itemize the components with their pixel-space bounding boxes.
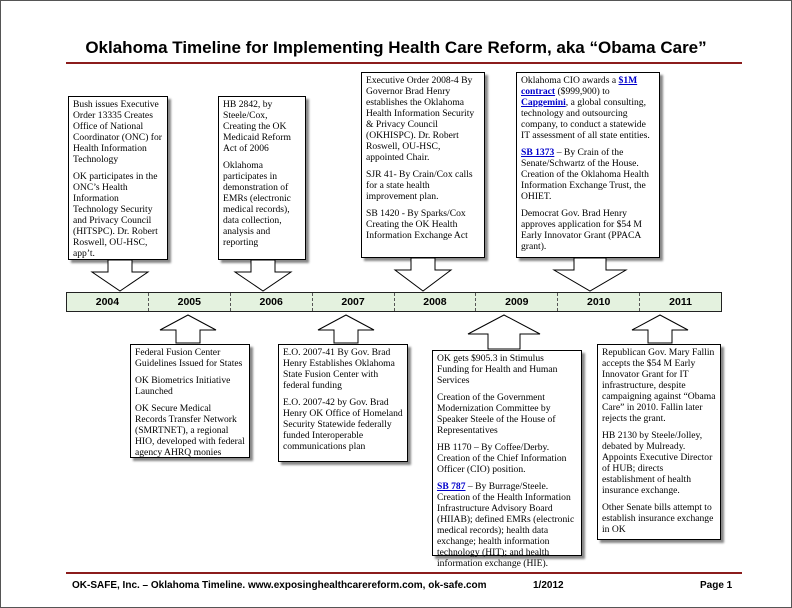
arrow-up-2011-icon: [630, 314, 690, 344]
event-text: OK gets $905.3 in Stimulus Funding for Health and Human Services: [437, 353, 558, 386]
arrow-up-2009-icon: [466, 314, 542, 350]
year-label: 2005: [149, 293, 231, 311]
event-text-2009-d: [437, 481, 577, 569]
event-text: Other Senate bills attempt to establish insurance exchange in OK: [602, 502, 714, 535]
event-text: HB 2842, by Steele/Cox, Creating the OK Medicaid Reform Act of 2006: [223, 99, 291, 154]
event-text: Democrat Gov. Brad Henry approves application for $54 M Early Innovator Grant (PPACA grant).: [521, 208, 642, 252]
event-box-2011: [597, 344, 721, 540]
event-text: Bush issues Executive Order 13335 Creates Office of National Coordinator (ONC) for Health Information Technology: [73, 99, 162, 165]
arrow-up-2007-icon: [316, 314, 376, 344]
event-box-2005: [130, 344, 250, 458]
event-text: Creation of the Government Modernization Committee by Speaker Steele of the House of Representatives: [437, 392, 556, 436]
year-label: 2010: [558, 293, 640, 311]
event-box-2007: [278, 344, 408, 462]
event-text: OK Biometrics Initiative Launched: [135, 375, 231, 397]
contract-link[interactable]: $1M contract: [521, 75, 638, 97]
event-text: Executive Order 2008-4 By Governor Brad Henry establishes the Oklahoma Health Information Security & Privacy Council (OKHISPC). Dr. Robert Roswell, OU-HSC, appointed Chair.: [366, 75, 475, 163]
text-run: – By Burrage/Steele. Creation of the Health Information Infrastructure Advisory Board (HIIAB); defined EMRs (electronic medical records); health data exchange; health information technology (HIT); and health information exchange (HIE).: [437, 481, 575, 569]
event-text: Oklahoma participates in demonstration of EMRs (electronic medical records), data collection, analysis and reporting: [223, 160, 291, 248]
event-text: SJR 41- By Crain/Cox calls for a state health improvement plan.: [366, 169, 473, 202]
event-text-2010-b: [521, 147, 655, 202]
event-text: OK Secure Medical Records Transfer Network (SMRTNET), a regional HIO, developed with federal agency AHRQ monies: [135, 403, 245, 458]
event-box-2008: [361, 72, 485, 258]
footer-rule: [66, 572, 742, 574]
year-label: 2006: [231, 293, 313, 311]
year-label: 2008: [395, 293, 477, 311]
title-rule: [66, 62, 742, 64]
arrow-down-2006-icon: [233, 260, 293, 292]
timeline-bar: [66, 292, 722, 312]
text-run: , a global consulting, technology and outsourcing company, to conduct a statewide IT assessment of all state entities.: [521, 97, 650, 141]
event-text: HB 1170 – By Coffee/Derby. Creation of the Chief Information Officer (CIO) position.: [437, 442, 567, 475]
event-text: Republican Gov. Mary Fallin accepts the $54 M Early Innovator Grant for IT infrastructure, despite campaigning against “Obama Care” in 2010. Fallin later rejects the grant.: [602, 347, 716, 424]
year-label: 2007: [313, 293, 395, 311]
year-label: 2004: [67, 293, 149, 311]
event-text: SB 1420 - By Sparks/Cox Creating the OK Health Information Exchange Act: [366, 208, 468, 241]
arrow-down-2008-icon: [393, 258, 453, 292]
arrow-down-2010-icon: [552, 258, 628, 292]
event-text: E.O. 2007-41 By Gov. Brad Henry Establishes Oklahoma State Fusion Center with federal funding: [283, 347, 395, 391]
event-box-2006: [218, 96, 306, 260]
event-text-2010-a: [521, 75, 655, 141]
page-title: Oklahoma Timeline for Implementing Health Care Reform, aka “Obama Care”: [85, 38, 707, 57]
sb1373-link[interactable]: SB 1373: [521, 147, 555, 158]
sb787-link[interactable]: SB 787: [437, 481, 466, 492]
footer-source: OK-SAFE, Inc. – Oklahoma Timeline. www.exposinghealthcarereform.com, ok-safe.com: [72, 580, 487, 591]
arrow-up-2005-icon: [158, 314, 218, 344]
event-text: OK participates in the ONC’s Health Information Technology Security and Privacy Council (HITSPC). Dr. Robert Roswell, OU-HSC, app’t.: [73, 171, 158, 259]
event-box-2010: [516, 72, 660, 258]
text-run: Oklahoma CIO awards a: [521, 75, 619, 86]
text-run: – By Crain of the Senate/Schwartz of the House. Creation of the Oklahoma Health Information Exchange Trust, the OHIET.: [521, 147, 649, 202]
event-box-2004: [68, 96, 168, 260]
year-label: 2009: [476, 293, 558, 311]
event-box-2009: [432, 350, 582, 569]
event-text: HB 2130 by Steele/Jolley, debated by Mulready. Appoints Executive Director of HUB; directs establishment of health insurance exchange.: [602, 430, 713, 496]
footer-page-number: Page 1: [700, 580, 733, 591]
event-text: E.O. 2007-42 by Gov. Brad Henry OK Office of Homeland Security Statewide federally funded Interoperable communications plan: [283, 397, 403, 452]
event-text: Federal Fusion Center Guidelines Issued for States: [135, 347, 243, 369]
text-run: ($999,900) to: [555, 86, 610, 97]
arrow-down-2004-icon: [90, 260, 150, 292]
footer-date: 1/2012: [533, 580, 564, 591]
year-label: 2011: [669, 296, 692, 308]
capgemini-link[interactable]: Capgemini: [521, 97, 566, 108]
